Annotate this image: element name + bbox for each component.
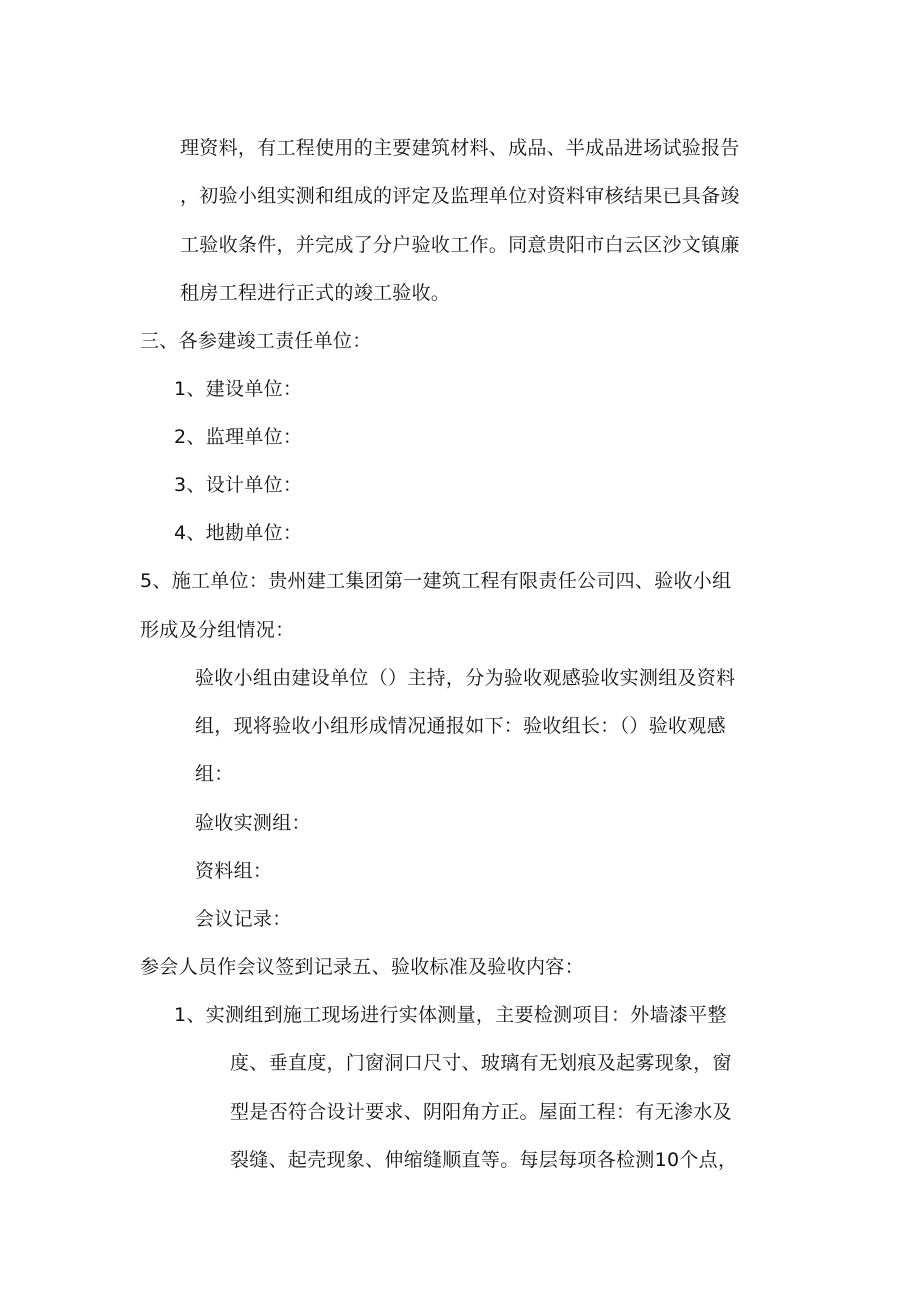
paragraph-line: 验收小组由建设单位（）主持，分为验收观感验收实测组及资料 xyxy=(195,667,736,689)
paragraph-line: 型是否符合设计要求、阴阳角方正。屋面工程：有无渗水及 xyxy=(230,1101,732,1123)
list-item: 4、地勘单位： xyxy=(174,522,303,544)
paragraph-line: 工验收条件，并完成了分户验收工作。同意贵阳市白云区沙文镇廉 xyxy=(180,234,740,256)
paragraph-line: 形成及分组情况： xyxy=(140,619,295,641)
list-item: 3、设计单位： xyxy=(174,474,303,496)
list-item: 1、实测组到施工现场进行实体测量，主要检测项目：外墙漆平整 xyxy=(174,1004,727,1026)
paragraph-line: ，初验小组实测和组成的评定及监理单位对资料审核结果已具备竣 xyxy=(180,185,740,207)
paragraph-line: 裂缝、起壳现象、伸缩缝顺直等。每层每项各检测10个点， xyxy=(230,1149,738,1171)
paragraph-line: 租房工程进行正式的竣工验收。 xyxy=(180,282,451,304)
section-heading: 参会人员作会议签到记录五、验收标准及验收内容： xyxy=(140,956,584,978)
list-item: 5、施工单位：贵州建工集团第一建筑工程有限责任公司四、验收小组 xyxy=(140,570,732,592)
list-item: 1、建设单位： xyxy=(174,378,303,400)
section-heading: 三、各参建竣工责任单位： xyxy=(140,330,372,352)
paragraph-line: 度、垂直度，门窗洞口尺寸、玻璃有无划痕及起雾现象，窗 xyxy=(230,1052,732,1074)
list-item: 2、监理单位： xyxy=(174,426,303,448)
paragraph-line: 组，现将验收小组形成情况通报如下：验收组长：（）验收观感 xyxy=(195,715,726,737)
paragraph-line: 组： xyxy=(195,763,234,785)
paragraph-line: 验收实测组： xyxy=(195,812,311,834)
paragraph-line: 资料组： xyxy=(195,860,273,882)
paragraph-line: 会议记录： xyxy=(195,908,292,930)
paragraph-line: 理资料，有工程使用的主要建筑材料、成品、半成品进场试验报告 xyxy=(180,137,740,159)
